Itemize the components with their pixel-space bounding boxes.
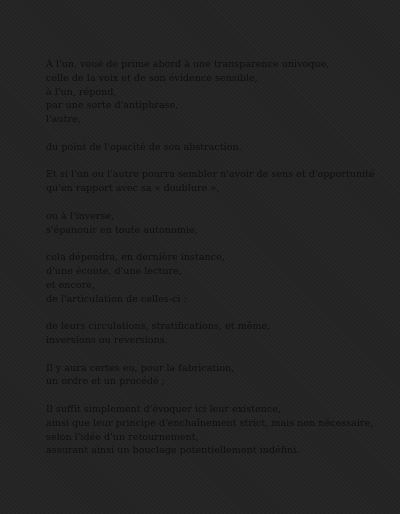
text-line: de l'articulation de celles-ci : [46,293,187,305]
text-line: par une sorte d'antiphrase, [46,100,179,112]
text-line: assurant ainsi un bouclage potentiellement indéfini. [46,445,300,457]
text-line: inversions ou reversions. [46,334,168,346]
text-line: un ordre et un procédé ; [46,376,165,388]
text-line: celle de la voix et de son évidence sensible, [46,72,258,84]
text-line: de leurs circulations, stratifications, et même, [46,321,271,333]
text-line: à l'un, répond, [46,86,117,98]
stanza-3 [46,168,380,196]
stanza-4 [46,210,380,238]
text-line: et encore, [46,279,95,291]
text-line: Il suffit simplement d'évoquer ici leur existence, [46,403,281,415]
text-line: selon l'idée d'un retournement, [46,431,199,443]
text-line: Il y aura certes eu, pour la fabrication, [46,362,235,374]
stanza-5 [46,251,380,306]
stanza-6 [46,320,380,348]
stanza-8 [46,403,380,458]
stanza-1 [46,58,380,127]
text-line: du point de l'opacité de son abstraction. [46,141,242,153]
text-line: Et si l'un ou l'autre pourra sembler n'avoir de sens et d'opportunité [46,169,375,181]
text-line: cela dépendra, en dernière instance, [46,252,225,264]
stanza-2 [46,141,380,155]
text-line: s'épanouir en toute autonomie, [46,224,198,236]
text-line: qu'en rapport avec sa « doublure », [46,183,220,195]
text-line: ou à l'inverse, [46,210,115,222]
text-line: ainsi que leur principe d'enchaînement strict, mais non nécessaire, [46,417,374,429]
text-line: l'autre, [46,114,81,126]
stanza-7 [46,362,380,390]
text-line: À l'un, voué de prime abord à une transparence univoque, [46,59,330,70]
text-line: d'une écoute, d'une lecture, [46,265,182,277]
